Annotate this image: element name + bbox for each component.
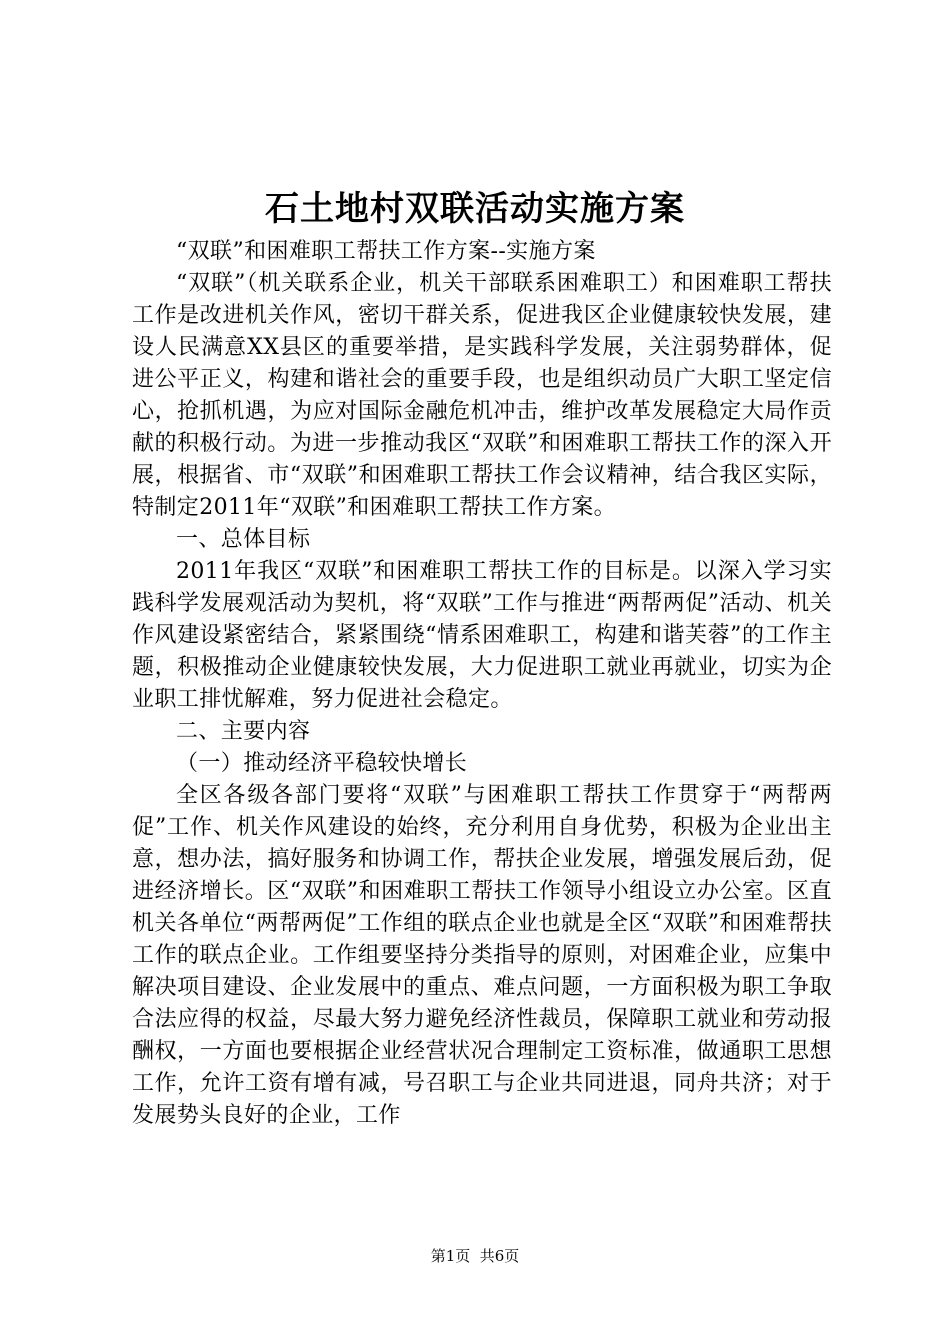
section-heading-overall-goal: 一、总体目标 [176, 527, 311, 552]
paragraph-overall-goal: 2011年我区“双联”和困难职工帮扶工作的目标是。以深入学习实践科学发展观活动为契机，将“双联”工作与推进“两帮两促”活动、机关作风建设紧密结合，紧紧围绕“情系困难职工，构建和谐芙蓉”的工作主题，积极推动企业健康较快发展，大力促进职工就业再就业，切实为企业职工排忧解难，努力促进社会稳定。 [132, 559, 832, 712]
page-footer [0, 1246, 950, 1266]
paragraph-economic-growth: 全区各级各部门要将“双联”与困难职工帮扶工作贯穿于“两帮两促”工作、机关作风建设的始终，充分利用自身优势，积极为企业出主意，想办法，搞好服务和协调工作，帮扶企业发展，增强发展后劲，促进经济增长。区“双联”和困难职工帮扶工作领导小组设立办公室。区直机关各单位“两帮两促”工作组的联点企业也就是全区“双联”和困难帮扶工作的联点企业。工作组要坚持分类指导的原则，对困难企业，应集中解决项目建设、企业发展中的重点、难点问题，一方面积极为职工争取合法应得的权益，尽最大努力避免经济性裁员，保障职工就业和劳动报酬权，一方面也要根据企业经营状况合理制定工资标准，做通职工思想工作，允许工资有增有减，号召职工与企业共同进退，同舟共济；对于发展势头良好的企业，工作 [132, 783, 832, 1128]
paragraph-intro: “双联”（机关联系企业，机关干部联系困难职工）和困难职工帮扶工作是改进机关作风，密切干群关系，促进我区企业健康较快发展，建设人民满意XX县区的重要举措，是实践科学发展，关注弱势群体，促进公平正义，构建和谐社会的重要手段，也是组织动员广大职工坚定信心，抢抓机遇，为应对国际金融危机冲击，维护改革发展稳定大局作贡献的积极行动。为进一步推动我区“双联”和困难职工帮扶工作的深入开展，根据省、市“双联”和困难职工帮扶工作会议精神，结合我区实际，特制定2011年“双联”和困难职工帮扶工作方案。 [132, 271, 832, 520]
document-body [132, 236, 832, 1132]
page-number: 第1页 共6页 [430, 1247, 520, 1265]
subsection-heading-economic-growth: （一）推动经济平稳较快增长 [176, 751, 468, 776]
paragraph-subtitle: “双联”和困难职工帮扶工作方案--实施方案 [176, 239, 596, 264]
document-title: 石土地村双联活动实施方案 [265, 189, 685, 229]
section-heading-main-content: 二、主要内容 [176, 719, 311, 744]
